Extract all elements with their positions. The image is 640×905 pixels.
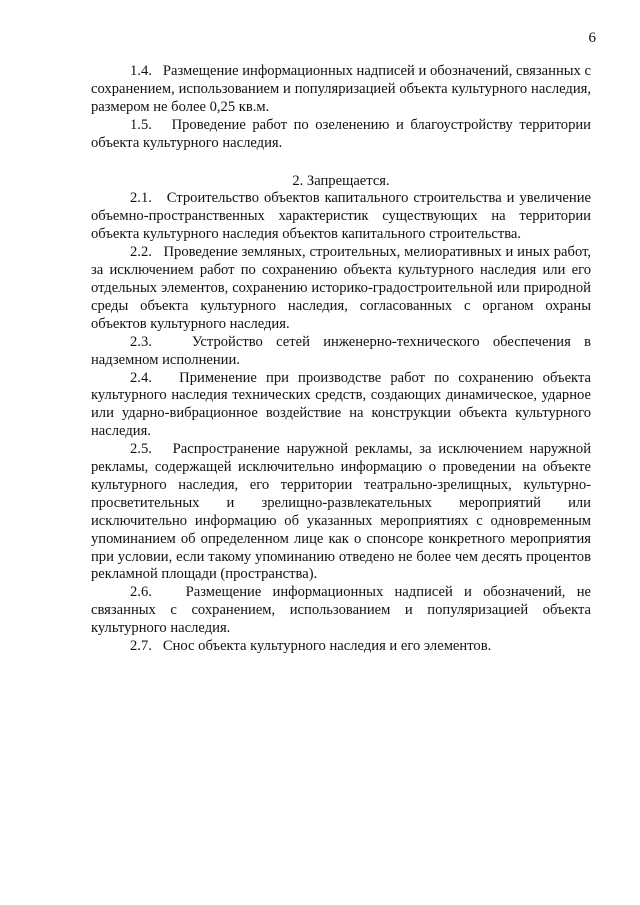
clause-1-4: 1.4. Размещение информационных надписей и обозначений, связанных с сохранением, использованием и популяризацией объекта культурного наследия, размером не более 0,25 кв.м. (91, 63, 591, 115)
section-heading-prohibited: 2. Запрещается. (292, 172, 390, 189)
document-body (91, 63, 591, 656)
page-number: 6 (588, 30, 596, 46)
clause-1-5: 1.5. Проведение работ по озеленению и благоустройству территории объекта культурного наследия. (91, 116, 591, 151)
clause-2-2: 2.2. Проведение земляных, строительных, мелиоративных и иных работ, за исключением работ по сохранению объекта культурного наследия или его отдельных элементов, сохранению историко-градостроительной или природной среды объекта культурного наследия, согласованных с органом охраны объектов культурного наследия. (91, 244, 591, 332)
clause-2-4: 2.4. Применение при производстве работ по сохранению объекта культурного наследия технических средств, создающих динамическое, ударное или ударно-вибрационное воздействие на конструкции объекта культурного наследия. (91, 369, 591, 440)
clause-2-5: 2.5. Распространение наружной рекламы, за исключением наружной рекламы, содержащей исключительно информацию о проведении на объекте культурного наследия, его территории театрально-зрелищных, культурно-просветительных и зрелищно-развлекательных мероприятий или исключительно информацию об указанных мероприятиях с одновременным упоминанием об определенном лице как о спонсоре конкретного мероприятия при условии, если такому упоминанию отведено не более чем десять процентов рекламной площади (пространства). (91, 441, 591, 583)
clause-2-3: 2.3. Устройство сетей инженерно-технического обеспечения в надземном исполнении. (91, 333, 591, 368)
clause-2-7: 2.7. Снос объекта культурного наследия и его элементов. (130, 638, 492, 655)
clause-2-6: 2.6. Размещение информационных надписей и обозначений, не связанных с сохранением, использованием и популяризацией объекта культурного наследия. (91, 584, 591, 637)
clause-2-1: 2.1. Строительство объектов капитального строительства и увеличение объемно-пространственных характеристик существующих на территории объекта культурного наследия объектов капитального строительства. (91, 190, 591, 243)
